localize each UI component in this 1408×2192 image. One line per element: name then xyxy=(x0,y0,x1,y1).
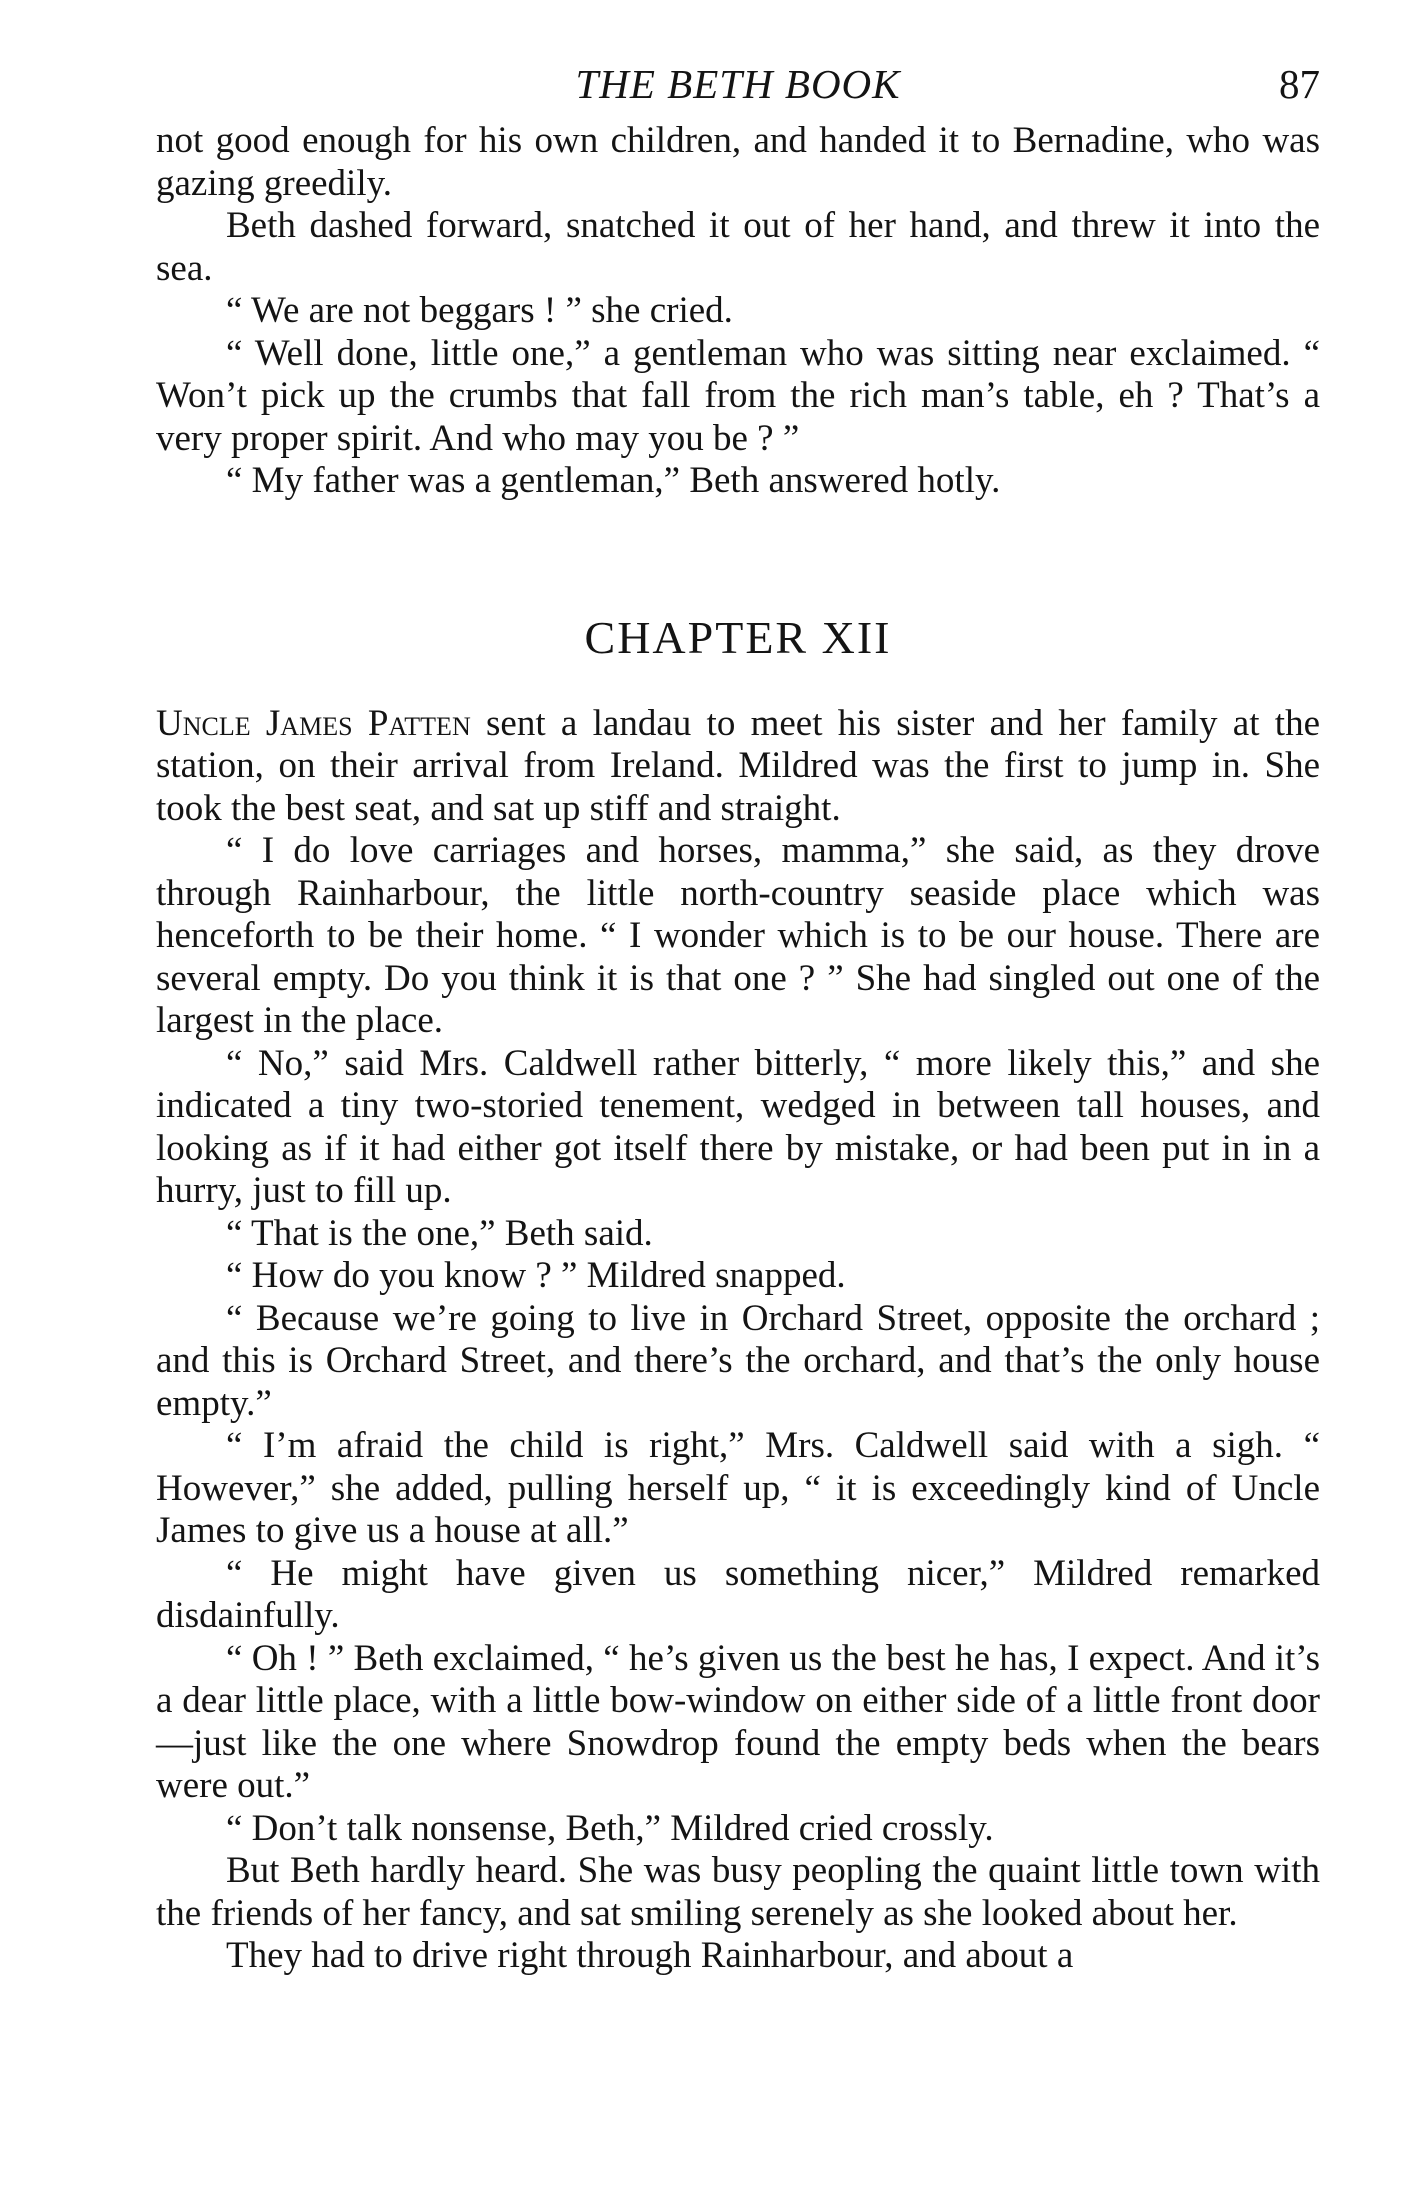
running-header xyxy=(156,60,1320,120)
paragraph: They had to drive right through Rainharbour, and about a xyxy=(226,1935,1074,1976)
paragraph: “ He might have given us something nicer,” Mildred remarked disdainfully. xyxy=(156,1552,1320,1636)
paragraph: “ Because we’re going to live in Orchard Street, opposite the orchard ; and this is Orchard Street, and there’s the orchard, and that’s the only house empty.” xyxy=(156,1297,1320,1424)
running-title: THE BETH BOOK xyxy=(575,61,901,107)
paragraph: not good enough for his own children, and handed it to Bernadine, who was gazing greedily. xyxy=(156,120,1320,204)
paragraph: “ Don’t talk nonsense, Beth,” Mildred cried crossly. xyxy=(226,1807,994,1849)
opening-text: sent a landau to meet his sister and her family at the station, on their arrival from Ireland. Mildred was the first to jump in. She took the best seat, and sat up stiff and straight. xyxy=(156,702,1320,829)
paragraph: Beth dashed forward, snatched it out of her hand, and threw it into the sea. xyxy=(156,205,1320,289)
opening-small-caps: Uncle James Patten xyxy=(156,702,471,744)
chapter-heading: CHAPTER XII xyxy=(584,611,892,663)
page-number: 87 xyxy=(1279,61,1320,107)
paragraph: “ That is the one,” Beth said. xyxy=(226,1212,653,1254)
book-page xyxy=(156,60,1320,1978)
paragraph: “ I’m afraid the child is right,” Mrs. Caldwell said with a sigh. “ However,” she added, pulling herself up, “ it is exceedingly kind of Uncle James to give us a house at all.” xyxy=(156,1425,1320,1551)
paragraph: “ Oh ! ” Beth exclaimed, “ he’s given us the best he has, I expect. And it’s a dear little place, with a little bow-window on either side of a little front door—just like the one where Snowdrop found the empty beds when the bears were out.” xyxy=(156,1637,1320,1806)
paragraph: “ My father was a gentleman,” Beth answered hotly. xyxy=(226,460,1001,501)
chapter-opening-paragraph xyxy=(156,703,1320,831)
paragraph: “ How do you know ? ” Mildred snapped. xyxy=(226,1255,846,1296)
top-section xyxy=(156,120,1320,503)
chapter-body xyxy=(156,703,1320,1978)
paragraph: “ No,” said Mrs. Caldwell rather bitterly, “ more likely this,” and she indicated a tiny two-storied tenement, wedged in between tall houses, and looking as if it had either got itself there by mistake, or had been put in in a hurry, just to fill up. xyxy=(156,1042,1320,1211)
paragraph: But Beth hardly heard. She was busy peopling the quaint little town with the friends of her fancy, and sat smiling serenely as she looked about her. xyxy=(156,1850,1320,1934)
paragraph: “ We are not beggars ! ” she cried. xyxy=(226,290,733,331)
paragraph: “ I do love carriages and horses, mamma,” she said, as they drove through Rainharbour, the little north-country seaside place which was henceforth to be their home. “ I wonder which is to be our house. There are several empty. Do you think it is that one ? ” She had singled out one of the largest in the place. xyxy=(156,830,1320,1041)
paragraph: “ Well done, little one,” a gentleman who was sitting near exclaimed. “ Won’t pick up the crumbs that fall from the rich man’s table, eh ? That’s a very proper spirit. And who may you be ? ” xyxy=(156,332,1320,459)
